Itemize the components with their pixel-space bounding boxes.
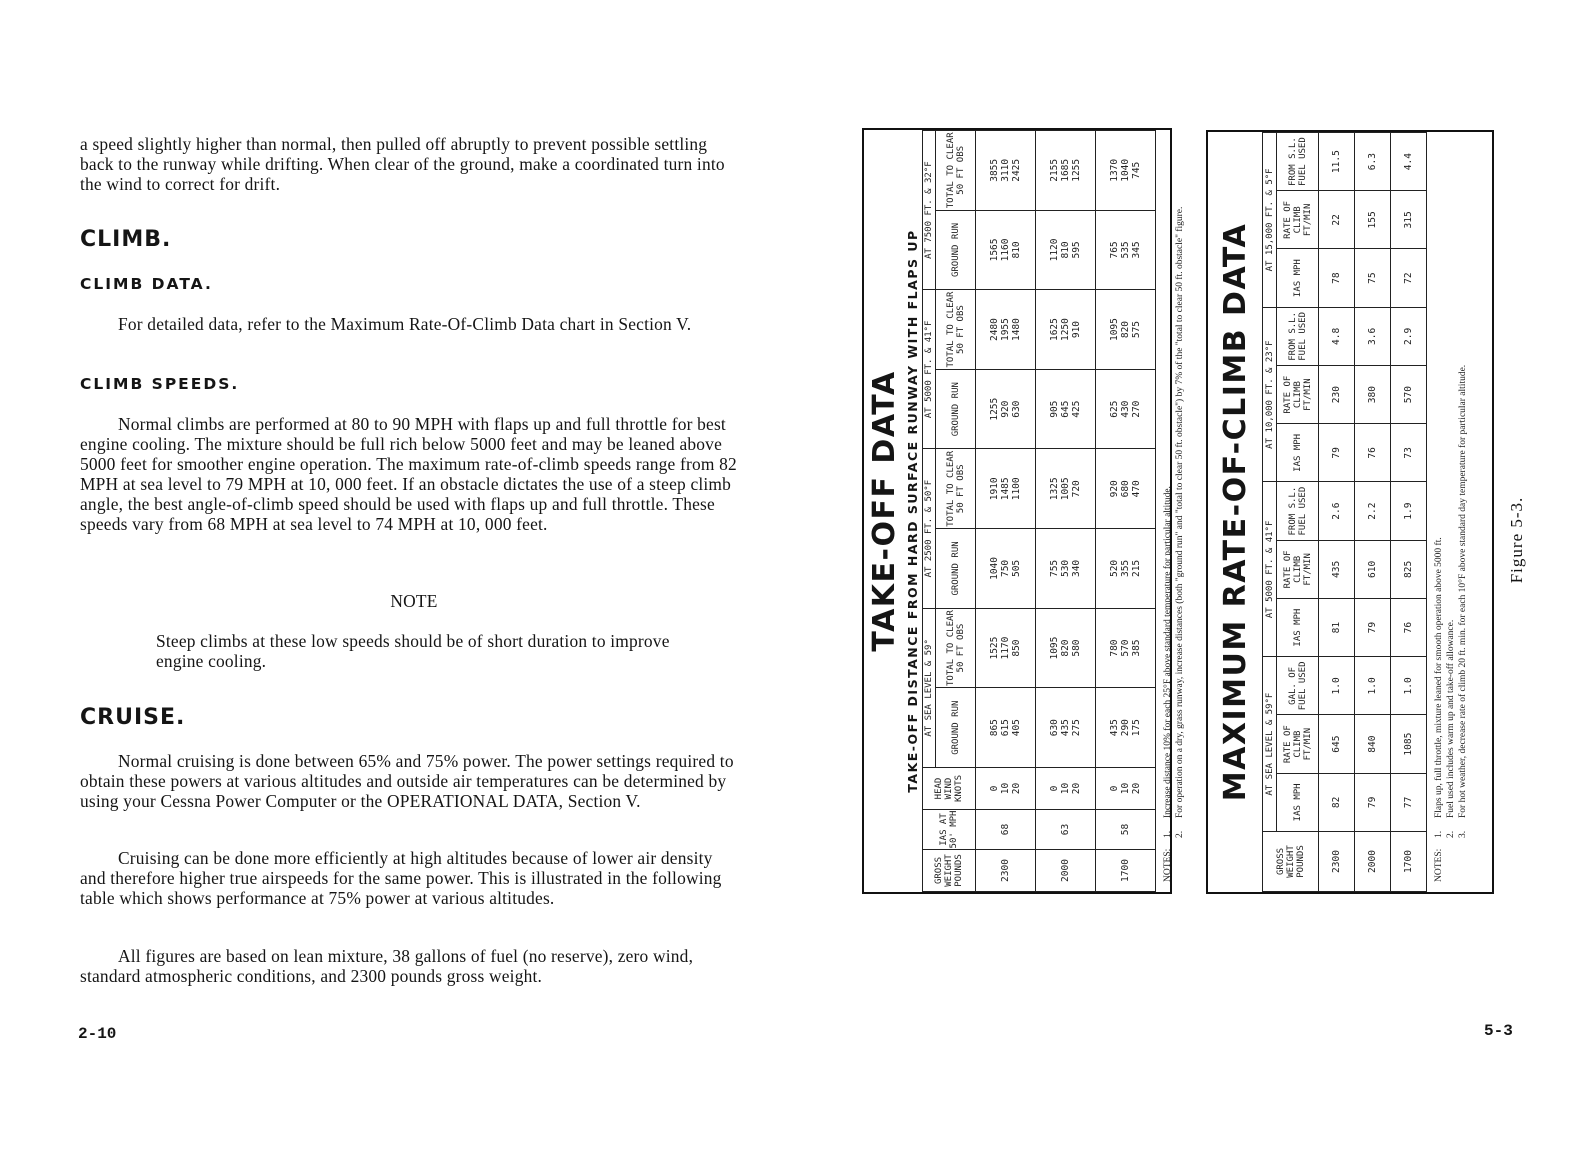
table-cell bbox=[976, 608, 1036, 688]
fuel-header: FROM S.L. FUEL USED bbox=[1277, 307, 1319, 365]
climb-heading: CLIMB. bbox=[80, 227, 172, 252]
table-cell: 79 bbox=[1355, 599, 1391, 657]
note-text: Fuel used includes warm up and take-off allowance. bbox=[1446, 619, 1456, 818]
note-number: 1. bbox=[1434, 830, 1444, 838]
table-cell-value: 615 bbox=[1000, 719, 1011, 737]
ias-header: IAS MPH bbox=[1277, 249, 1319, 307]
table-cell bbox=[1036, 449, 1096, 529]
table-cell-value: 750 bbox=[1000, 559, 1011, 578]
table-cell-value: 1910 bbox=[989, 477, 1000, 501]
table-cell bbox=[1096, 608, 1156, 688]
takeoff-title: TAKE-OFF DATA bbox=[867, 370, 902, 652]
table-cell-value: 385 bbox=[1131, 639, 1142, 657]
table-cell-value: 430 bbox=[1120, 400, 1131, 418]
table-cell bbox=[976, 529, 1036, 609]
table-cell bbox=[976, 369, 1036, 449]
table-cell-value: 1160 bbox=[1000, 238, 1011, 262]
table-cell-value: 10 bbox=[1120, 782, 1131, 795]
table-cell: 4.4 bbox=[1391, 133, 1427, 191]
cruise-paragraph-1: Normal cruising is done between 65% and 75% power. The power settings required to obtain these powers at various altitudes and outside air temperatures can be determined by using your Cessna Power Computer or the OPERATIONAL DATA, Section V. bbox=[80, 751, 734, 811]
table-cell-value: 630 bbox=[1049, 719, 1060, 737]
note-text: For operation on a dry, grass runway, increase distances (both "ground run" and "total to clear 50 ft. obstacle") by 7% of the "total to clear 50 ft. obstacle" figure. bbox=[1175, 206, 1185, 818]
table-cell-value: 1040 bbox=[1120, 158, 1131, 182]
total-clear-header: TOTAL TO CLEAR 50 FT OBS bbox=[936, 449, 976, 529]
figure-label-box bbox=[1497, 490, 1537, 590]
table-cell-value: 425 bbox=[1071, 400, 1082, 418]
table-cell-value: 405 bbox=[1011, 719, 1022, 737]
ground-run-header: GROUND RUN bbox=[936, 529, 976, 609]
table-cell-value: 1685 bbox=[1060, 158, 1071, 182]
group-header: AT 10,000 FT. & 23°F bbox=[1263, 307, 1277, 482]
table-cell-value: 865 bbox=[989, 719, 1000, 737]
table-row bbox=[1096, 131, 1156, 892]
table-cell-value: 355 bbox=[1120, 559, 1131, 578]
table-cell-value: 0 bbox=[1049, 785, 1060, 792]
table-cell: 610 bbox=[1355, 540, 1391, 598]
climb-speeds-heading: CLIMB SPEEDS. bbox=[80, 375, 240, 393]
takeoff-table bbox=[922, 130, 1156, 892]
table-cell-value: 435 bbox=[1109, 719, 1120, 737]
table-cell: 1700 bbox=[1391, 832, 1427, 892]
table-cell bbox=[1036, 768, 1096, 810]
table-cell: 63 bbox=[1036, 810, 1096, 850]
table-cell bbox=[976, 688, 1036, 768]
table-cell: 315 bbox=[1391, 191, 1427, 249]
table-cell: 6.3 bbox=[1355, 133, 1391, 191]
table-cell: 1700 bbox=[1096, 850, 1156, 892]
note-number: 2. bbox=[1175, 830, 1185, 838]
table-cell bbox=[1036, 529, 1096, 609]
table-row bbox=[1391, 133, 1427, 892]
table-cell-value: 810 bbox=[1060, 241, 1071, 259]
table-cell: 840 bbox=[1355, 715, 1391, 773]
group-header: AT SEA LEVEL & 59°F bbox=[1263, 657, 1277, 832]
table-cell bbox=[976, 768, 1036, 810]
table-cell-value: 680 bbox=[1120, 480, 1131, 498]
table-cell: 77 bbox=[1391, 773, 1427, 831]
climb-data-figure bbox=[1206, 130, 1494, 894]
table-cell-value: 1480 bbox=[1011, 318, 1022, 342]
table-cell bbox=[1036, 290, 1096, 370]
intro-paragraph: a speed slightly higher than normal, then pulled off abruptly to prevent possible settling back to the runway while drifting. When clear of the ground, make a coordinated turn into the wind to correct for drift. bbox=[80, 134, 725, 194]
table-cell-value: 1095 bbox=[1049, 636, 1060, 660]
table-cell-value: 1625 bbox=[1049, 318, 1060, 342]
fuel-header: FROM S.L. FUEL USED bbox=[1277, 482, 1319, 540]
table-cell-value: 520 bbox=[1109, 559, 1120, 578]
table-cell: 570 bbox=[1391, 366, 1427, 424]
table-cell: 82 bbox=[1319, 773, 1355, 831]
table-cell: 11.5 bbox=[1319, 133, 1355, 191]
table-cell bbox=[1096, 290, 1156, 370]
total-clear-header: TOTAL TO CLEAR 50 FT OBS bbox=[936, 131, 976, 211]
table-cell: 2.2 bbox=[1355, 482, 1391, 540]
takeoff-data-figure bbox=[862, 128, 1185, 894]
table-cell bbox=[1036, 608, 1096, 688]
climb-data-heading: CLIMB DATA. bbox=[80, 275, 213, 293]
table-cell: 73 bbox=[1391, 424, 1427, 482]
table-cell-value: 580 bbox=[1071, 639, 1082, 657]
table-cell: 79 bbox=[1319, 424, 1355, 482]
table-cell: 2300 bbox=[976, 850, 1036, 892]
table-cell-value: 1250 bbox=[1060, 318, 1071, 342]
table-cell-value: 645 bbox=[1060, 400, 1071, 418]
table-cell-value: 745 bbox=[1131, 161, 1142, 179]
table-cell-value: 20 bbox=[1011, 782, 1022, 795]
table-cell-value: 570 bbox=[1120, 639, 1131, 657]
table-cell-value: 20 bbox=[1131, 782, 1142, 795]
table-cell bbox=[976, 290, 1036, 370]
fuel-header: FROM S.L. FUEL USED bbox=[1277, 133, 1319, 191]
table-cell-value: 290 bbox=[1120, 719, 1131, 737]
table-cell-value: 0 bbox=[989, 785, 1000, 792]
table-cell-value: 1170 bbox=[1000, 636, 1011, 660]
table-cell bbox=[976, 210, 1036, 290]
table-cell bbox=[1036, 688, 1096, 768]
table-cell: 76 bbox=[1355, 424, 1391, 482]
takeoff-notes bbox=[1156, 130, 1186, 892]
table-cell-value: 780 bbox=[1109, 639, 1120, 657]
table-cell: 380 bbox=[1355, 366, 1391, 424]
col-ias-header: IAS AT 50' MPH bbox=[923, 810, 976, 850]
table-cell-value: 435 bbox=[1060, 719, 1071, 737]
table-cell: 75 bbox=[1355, 249, 1391, 307]
table-cell-value: 10 bbox=[1060, 782, 1071, 795]
table-cell: 72 bbox=[1391, 249, 1427, 307]
note-text: For hot weather, decrease rate of climb 20 ft. min. for each 10°F above standard day temperature for particular altitude. bbox=[1458, 364, 1468, 818]
table-cell-value: 1120 bbox=[1049, 238, 1060, 262]
table-row bbox=[1036, 131, 1096, 892]
table-cell-value: 920 bbox=[1000, 400, 1011, 418]
table-cell bbox=[1096, 688, 1156, 768]
table-cell-value: 215 bbox=[1131, 559, 1142, 578]
table-cell-value: 535 bbox=[1120, 241, 1131, 259]
table-cell bbox=[1096, 210, 1156, 290]
table-cell-value: 1565 bbox=[989, 238, 1000, 262]
group-header: AT 7500 FT. & 32°F bbox=[923, 131, 936, 290]
ias-header: IAS MPH bbox=[1277, 599, 1319, 657]
table-cell-value: 1955 bbox=[1000, 318, 1011, 342]
table-cell bbox=[1096, 369, 1156, 449]
table-cell-value: 1040 bbox=[989, 557, 1000, 580]
table-cell-value: 3110 bbox=[1000, 158, 1011, 182]
climb-title: MAXIMUM RATE-OF-CLIMB DATA bbox=[1218, 222, 1253, 802]
table-cell: 3.6 bbox=[1355, 307, 1391, 365]
rate-header: RATE OF CLIMB FT/MIN bbox=[1277, 540, 1319, 598]
table-cell-value: 345 bbox=[1131, 241, 1142, 259]
table-cell-value: 765 bbox=[1109, 241, 1120, 259]
table-cell: 1085 bbox=[1391, 715, 1427, 773]
table-cell: 435 bbox=[1319, 540, 1355, 598]
note-number: 1. bbox=[1163, 830, 1173, 838]
climb-notes-label: NOTES: bbox=[1434, 848, 1444, 882]
table-cell: 1.0 bbox=[1391, 657, 1427, 715]
note-text: Flaps up, full throttle, mixture leaned for smooth operation above 5000 ft. bbox=[1434, 537, 1444, 818]
note-number: 3. bbox=[1458, 830, 1468, 838]
table-cell-value: 1255 bbox=[989, 397, 1000, 421]
table-row bbox=[1355, 133, 1391, 892]
table-cell: 58 bbox=[1096, 810, 1156, 850]
group-header: AT 15,000 FT. & 5°F bbox=[1263, 133, 1277, 308]
table-cell: 155 bbox=[1355, 191, 1391, 249]
table-cell bbox=[976, 131, 1036, 211]
table-cell-value: 920 bbox=[1109, 480, 1120, 498]
climb-notes bbox=[1427, 132, 1469, 892]
table-cell-value: 820 bbox=[1120, 320, 1131, 339]
cruise-paragraph-3: All figures are based on lean mixture, 38 gallons of fuel (no reserve), zero wind, standard atmospheric conditions, and 2300 pounds gross weight. bbox=[80, 946, 694, 986]
table-cell-value: 1525 bbox=[989, 636, 1000, 660]
table-cell-value: 755 bbox=[1049, 559, 1060, 578]
cruise-paragraph-2: Cruising can be done more efficiently at high altitudes because of lower air density and therefore higher true airspeeds for the same power. This is illustrated in the following table which shows performance at 75% power at various altitudes. bbox=[80, 848, 722, 908]
table-cell: 825 bbox=[1391, 540, 1427, 598]
ground-run-header: GROUND RUN bbox=[936, 210, 976, 290]
ias-header: IAS MPH bbox=[1277, 773, 1319, 831]
ias-header: IAS MPH bbox=[1277, 424, 1319, 482]
table-cell-value: 470 bbox=[1131, 480, 1142, 498]
table-cell: 2.6 bbox=[1319, 482, 1355, 540]
table-cell: 2300 bbox=[1319, 832, 1355, 892]
rate-header: RATE OF CLIMB FT/MIN bbox=[1277, 366, 1319, 424]
col-wind-header: HEAD WIND KNOTS bbox=[923, 768, 976, 810]
table-cell: 68 bbox=[976, 810, 1036, 850]
climb-data-paragraph: For detailed data, refer to the Maximum Rate-Of-Climb Data chart in Section V. bbox=[118, 314, 692, 334]
table-cell-value: 820 bbox=[1060, 639, 1071, 657]
table-row bbox=[1319, 133, 1355, 892]
group-header: AT 5000 FT. & 41°F bbox=[1263, 482, 1277, 657]
note-text: Increase distance 10% for each 25°F above standard temperature for particular altitude. bbox=[1163, 486, 1173, 818]
table-cell-value: 1005 bbox=[1060, 477, 1071, 501]
cruise-heading: CRUISE. bbox=[80, 705, 186, 730]
table-row bbox=[976, 131, 1036, 892]
table-cell: 2000 bbox=[1355, 832, 1391, 892]
table-cell: 1.0 bbox=[1355, 657, 1391, 715]
table-cell: 76 bbox=[1391, 599, 1427, 657]
table-cell: 78 bbox=[1319, 249, 1355, 307]
total-clear-header: TOTAL TO CLEAR 50 FT OBS bbox=[936, 290, 976, 370]
table-cell-value: 910 bbox=[1071, 320, 1082, 339]
table-cell bbox=[1036, 210, 1096, 290]
table-cell-value: 2480 bbox=[989, 318, 1000, 342]
group-header: AT 5000 FT. & 41°F bbox=[923, 290, 936, 449]
note-title: NOTE bbox=[390, 591, 438, 611]
table-cell bbox=[1096, 449, 1156, 529]
table-cell-value: 175 bbox=[1131, 719, 1142, 737]
right-page-number: 5-3 bbox=[1484, 1022, 1513, 1040]
fuel-header: GAL. OF FUEL USED bbox=[1277, 657, 1319, 715]
table-cell-value: 595 bbox=[1071, 241, 1082, 259]
col-weight-header: GROSS WEIGHT POUNDS bbox=[1263, 832, 1319, 892]
table-cell: 2000 bbox=[1036, 850, 1096, 892]
table-cell-value: 1485 bbox=[1000, 477, 1011, 501]
table-cell-value: 3855 bbox=[989, 158, 1000, 182]
table-cell: 22 bbox=[1319, 191, 1355, 249]
table-cell: 4.8 bbox=[1319, 307, 1355, 365]
table-cell-value: 625 bbox=[1109, 400, 1120, 418]
rate-header: RATE OF CLIMB FT/MIN bbox=[1277, 715, 1319, 773]
col-weight-header: GROSS WEIGHT POUNDS bbox=[923, 850, 976, 892]
table-cell-value: 630 bbox=[1011, 400, 1022, 418]
note-number: 2. bbox=[1446, 830, 1456, 838]
table-cell-value: 1095 bbox=[1109, 318, 1120, 342]
ground-run-header: GROUND RUN bbox=[936, 688, 976, 768]
table-cell-value: 575 bbox=[1131, 320, 1142, 339]
table-cell-value: 505 bbox=[1011, 559, 1022, 578]
table-cell bbox=[1036, 369, 1096, 449]
table-cell-value: 1370 bbox=[1109, 158, 1120, 182]
table-cell-value: 720 bbox=[1071, 480, 1082, 498]
table-cell: 1.9 bbox=[1391, 482, 1427, 540]
table-cell-value: 850 bbox=[1011, 639, 1022, 657]
takeoff-subtitle: TAKE-OFF DISTANCE FROM HARD SURFACE RUNWAY WITH FLAPS UP bbox=[905, 229, 920, 793]
total-clear-header: TOTAL TO CLEAR 50 FT OBS bbox=[936, 608, 976, 688]
table-cell bbox=[1096, 529, 1156, 609]
table-cell: 79 bbox=[1355, 773, 1391, 831]
climb-speeds-paragraph: Normal climbs are performed at 80 to 90 MPH with flaps up and full throttle for best engine cooling. The mixture should be full rich below 5000 feet and may be leaned above 5000 feet for smoother engine operation. The maximum rate-of-climb speeds range from 82 MPH at sea level to 79 MPH at 10, 000 feet. If an obstacle dictates the use of a steep climb angle, the best angle-of-climb speed should be used with flaps up and full throttle. These speeds vary from 68 MPH at sea level to 74 MPH at 10, 000 feet. bbox=[80, 414, 737, 534]
table-cell: 1.0 bbox=[1319, 657, 1355, 715]
table-cell: 230 bbox=[1319, 366, 1355, 424]
table-cell: 2.9 bbox=[1391, 307, 1427, 365]
table-cell-value: 270 bbox=[1131, 400, 1142, 418]
group-header: AT SEA LEVEL & 59° bbox=[923, 608, 936, 767]
rate-header: RATE OF CLIMB FT/MIN bbox=[1277, 191, 1319, 249]
table-cell: 81 bbox=[1319, 599, 1355, 657]
table-cell-value: 530 bbox=[1060, 559, 1071, 578]
table-cell-value: 1100 bbox=[1011, 477, 1022, 501]
table-cell-value: 0 bbox=[1109, 785, 1120, 792]
takeoff-notes-label: NOTES: bbox=[1163, 848, 1173, 882]
table-cell-value: 275 bbox=[1071, 719, 1082, 737]
table-cell: 645 bbox=[1319, 715, 1355, 773]
table-cell-value: 905 bbox=[1049, 400, 1060, 418]
table-cell-value: 2425 bbox=[1011, 158, 1022, 182]
table-cell-value: 2155 bbox=[1049, 158, 1060, 182]
table-cell-value: 810 bbox=[1011, 241, 1022, 259]
table-cell-value: 340 bbox=[1071, 559, 1082, 578]
ground-run-header: GROUND RUN bbox=[936, 369, 976, 449]
table-cell-value: 20 bbox=[1071, 782, 1082, 795]
group-header: AT 2500 FT. & 50°F bbox=[923, 449, 936, 608]
figure-label: Figure 5-3. bbox=[1507, 496, 1526, 584]
table-cell bbox=[1036, 131, 1096, 211]
table-cell-value: 10 bbox=[1000, 782, 1011, 795]
table-cell bbox=[976, 449, 1036, 529]
climb-table bbox=[1262, 132, 1427, 892]
table-cell bbox=[1096, 131, 1156, 211]
table-cell-value: 1325 bbox=[1049, 477, 1060, 501]
left-page-number: 2-10 bbox=[78, 1025, 117, 1043]
table-cell-value: 1255 bbox=[1071, 158, 1082, 182]
note-body: Steep climbs at these low speeds should be of short duration to improve engine cooling. bbox=[156, 631, 670, 671]
table-cell bbox=[1096, 768, 1156, 810]
